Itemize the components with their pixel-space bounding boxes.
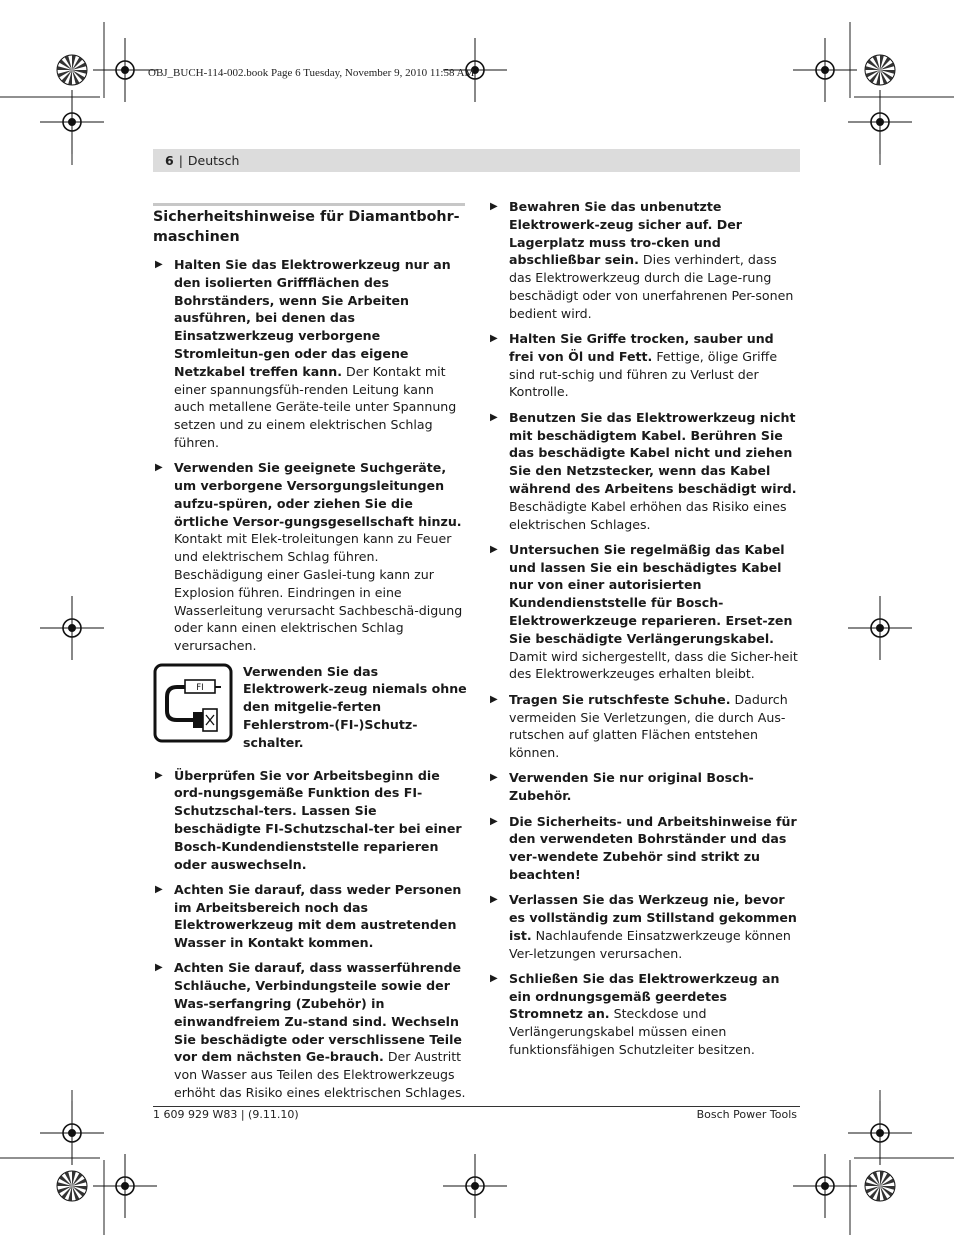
- safety-item: [488, 409, 802, 534]
- bullet-arrow-icon: ▶: [490, 972, 498, 984]
- section-rule: [153, 203, 465, 206]
- registration-rosette-icon: [57, 1171, 87, 1201]
- bullet-arrow-icon: ▶: [490, 543, 498, 555]
- safety-item-text: Dadurch vermeiden Sie Verletzungen, die durch Aus-rutschen auf glatten Flächen entstehen können.: [509, 691, 788, 761]
- safety-item: [488, 691, 802, 762]
- safety-item-bold: Verwenden Sie geeignete Suchgeräte, um verborgene Versorgungsleitungen aufzu-spüren, oder ziehen Sie die örtliche Versor-gungsgesellschaft hinzu.: [174, 460, 462, 529]
- registration-crosshair-icon: [40, 596, 104, 660]
- bullet-arrow-icon: ▶: [155, 462, 163, 474]
- safety-item-bold: Überprüfen Sie vor Arbeitsbeginn die ord-nungsgemäße Funktion des FI-Schutzschal-ters. Lassen Sie beschädigte FI-Schutzschal-ter bei einer Bosch-Kundendienststelle reparieren oder auswechseln.: [174, 767, 462, 872]
- safety-item-bold: Schließen Sie das Elektrowerkzeug an ein ordnungsgemäß geerdetes Stromnetz an.: [509, 970, 780, 1022]
- registration-crosshair-icon: [848, 90, 912, 154]
- registration-crosshair-icon: [793, 38, 857, 102]
- left-column: [153, 207, 467, 1109]
- registration-rosette-icon: [57, 55, 87, 85]
- safety-item-text: Fettige, ölige Griffe sind rut-schig und führen zu Verlust der Kontrolle.: [509, 348, 778, 400]
- footer-document-number: 1 609 929 W83 | (9.11.10): [153, 1108, 299, 1121]
- bullet-arrow-icon: ▶: [490, 815, 498, 827]
- safety-item-bold: Halten Sie Griffe trocken, sauber und frei von Öl und Fett.: [509, 331, 774, 364]
- registration-rosette-icon: [865, 1171, 895, 1201]
- bullet-arrow-icon: ▶: [490, 333, 498, 345]
- safety-item-bold: Tragen Sie rutschfeste Schuhe.: [509, 691, 731, 707]
- registration-crosshair-icon: [848, 596, 912, 660]
- safety-item: [488, 541, 802, 683]
- registration-crosshair-icon: [848, 1101, 912, 1165]
- safety-item-text: Der Kontakt mit einer spannungsfüh-renden Leitung kann auch metallene Geräte-teile unter Spannung setzen und zu einem elektrischen Schlag führen.: [174, 363, 457, 450]
- bullet-arrow-icon: ▶: [155, 962, 163, 974]
- safety-item-text: Dies verhindert, dass das Elektrowerkzeug durch die Lage-rung beschädigt oder von unerfahrenen Per-sonen bedient wird.: [509, 252, 794, 321]
- registration-rosette-icon: [865, 55, 895, 85]
- footer-brand: Bosch Power Tools: [696, 1108, 797, 1121]
- safety-item: [488, 769, 802, 805]
- safety-item-bold: Bewahren Sie das unbenutzte Elektrowerk-zeug sicher auf. Der Lagerplatz muss tro-cken und abschließbar sein.: [509, 199, 742, 268]
- safety-item-text: Der Austritt von Wasser aus Teilen des Elektrowerkzeugs erhöht das Risiko eines elektrischen Schlages.: [174, 1049, 466, 1101]
- safety-item-text: Kontakt mit Elek-troleitungen kann zu Feuer und elektrischem Schlag führen. Beschädigung einer Gaslei-tung kann zur Explosion führen. Eindringen in eine Wasserleitung verursacht Sachbeschä-digung oder kann einen elektrischen Schlag verursachen.: [174, 531, 463, 654]
- safety-item: [488, 970, 802, 1059]
- right-safety-list: [488, 198, 802, 1059]
- right-column: [488, 198, 802, 1066]
- safety-item-bold: Die Sicherheits- und Arbeitshinweise für den verwendeten Bohrständer und das ver-wendete Zubehör sind strikt zu beachten!: [509, 813, 797, 882]
- safety-item-bold: Untersuchen Sie regelmäßig das Kabel und lassen Sie ein beschädigtes Kabel nur von einer autorisierten Kundendienststelle für Bosch-Elektrowerkzeuge reparieren. Erset-zen Sie beschädigte Verlängerungskabel.: [509, 541, 793, 646]
- registration-crosshair-icon: [443, 1154, 507, 1218]
- fi-warning-text: Verwenden Sie das Elektrowerk-zeug niemals ohne den mitgelie-ferten Fehlerstrom-(FI-)Schutz-schalter.: [243, 663, 467, 750]
- safety-item-text: Nachlaufende Einsatzwerkzeuge können Ver-letzungen verursachen.: [509, 927, 791, 961]
- safety-item: [488, 813, 802, 884]
- safety-item-text: Steckdose und Verlängerungskabel müssen einen funktionsfähigen Schutzleiter besitzen.: [509, 1006, 755, 1058]
- safety-item-text: Damit wird sichergestellt, dass die Sicher-heit des Elektrowerkzeuges erhalten bleibt.: [509, 648, 798, 682]
- safety-item-bold: Halten Sie das Elektrowerkzeug nur an den isolierten Griffflächen des Bohrständers, wenn Sie Arbeiten ausführen, bei denen das Einsatzwerkzeug verborgene Stromleitun-gen oder das eigene Netzkabel treffen kann.: [174, 257, 451, 379]
- safety-item-bold: Achten Sie darauf, dass weder Personen im Arbeitsbereich noch das Elektrowerkzeug mit dem austretenden Wasser in Kontakt kommen.: [174, 881, 462, 951]
- page-number: 6: [165, 153, 174, 168]
- bullet-arrow-icon: ▶: [155, 259, 163, 270]
- fi-plug-icon: [153, 663, 233, 743]
- bullet-arrow-icon: ▶: [490, 894, 498, 906]
- header-separator: |: [178, 153, 183, 168]
- registration-crosshair-icon: [793, 1154, 857, 1218]
- safety-item: [488, 330, 802, 401]
- bullet-arrow-icon: ▶: [155, 769, 163, 781]
- bullet-arrow-icon: ▶: [155, 883, 163, 895]
- safety-item-text: Beschädigte Kabel erhöhen das Risiko eines elektrischen Schlages.: [509, 498, 787, 532]
- registration-crosshair-icon: [40, 1101, 104, 1165]
- section-title: Sicherheitshinweise für Diamantbohr-maschinen: [153, 209, 460, 245]
- header-language: Deutsch: [187, 153, 240, 168]
- safety-item: [153, 459, 467, 655]
- safety-item-bold: Verwenden Sie nur original Bosch-Zubehör.: [509, 770, 754, 804]
- safety-item-bold: Benutzen Sie das Elektrowerkzeug nicht mit beschädigtem Kabel. Berühren Sie das beschädigte Kabel nicht und ziehen Sie den Netzstecker, wenn das Kabel während des Arbeitens beschädigt wird.: [509, 409, 797, 496]
- safety-item-bold: Verlassen Sie das Werkzeug nie, bevor es vollständig zum Stillstand gekommen ist.: [509, 892, 797, 943]
- registration-crosshair-icon: [93, 1154, 157, 1218]
- page-header: [153, 149, 800, 172]
- safety-item: [153, 256, 467, 452]
- safety-item: [153, 959, 467, 1101]
- safety-item: [153, 767, 467, 874]
- bullet-arrow-icon: ▶: [490, 772, 498, 784]
- left-safety-list-continued: [153, 767, 467, 1102]
- safety-item: [488, 891, 802, 962]
- left-safety-list: [153, 256, 467, 655]
- print-slug-line: OBJ_BUCH-114-002.book Page 6 Tuesday, November 9, 2010 11:58 AM: [148, 67, 475, 79]
- safety-item: [488, 198, 802, 323]
- registration-crosshair-icon: [40, 90, 104, 154]
- fi-warning-box: [153, 663, 467, 752]
- bullet-arrow-icon: ▶: [490, 411, 498, 423]
- footer-rule: [153, 1106, 800, 1107]
- safety-item-bold: Achten Sie darauf, dass wasserführende Schläuche, Verbindungsteile sowie der Was-serfangring (Zubehör) in einwandfreiem Zu-stand sind. Wechseln Sie beschädigte oder verschlissene Teile vor dem nächsten Ge-brauch.: [174, 960, 462, 1065]
- safety-item: [153, 881, 467, 952]
- bullet-arrow-icon: ▶: [490, 201, 498, 212]
- fi-icon-label: FI: [196, 682, 204, 693]
- bullet-arrow-icon: ▶: [490, 693, 498, 705]
